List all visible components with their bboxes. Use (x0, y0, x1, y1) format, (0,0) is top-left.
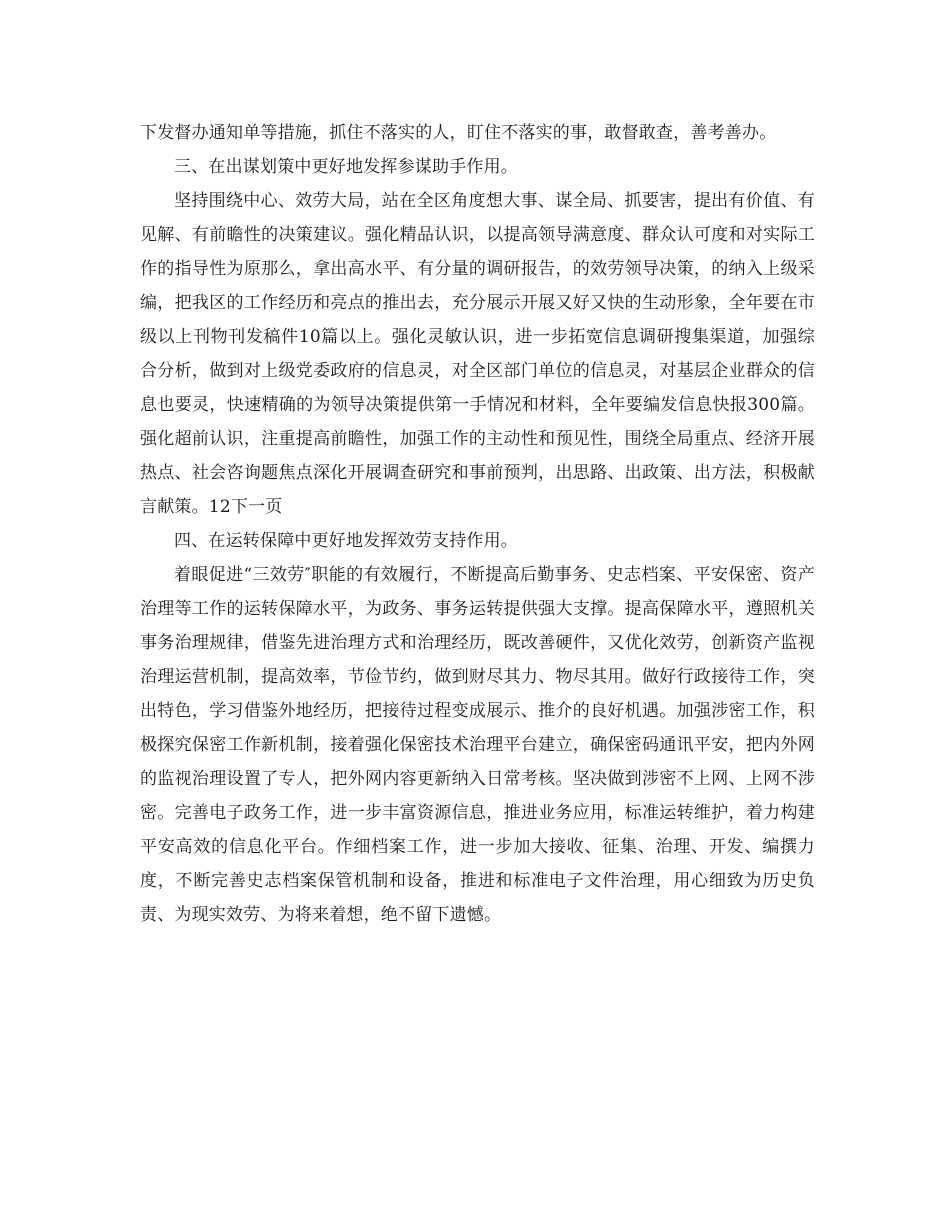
section-heading-3: 三、在出谋划策中更好地发挥参谋助手作用。 (174, 157, 518, 177)
document-body (140, 116, 815, 932)
paragraph-section-4-body: 着眼促进“三效劳″职能的有效履行，不断提高后勤事务、史志档案、平安保密、资产治理等工作的运转保障水平，为政务、事务运转提供强大支撑。提高保障水平，遵照机关事务治理规律，借鉴先进治理方式和治理经历，既改善硬件，又优化效劳，创新资产监视治理运营机制，提高效率，节俭节约，做到财尽其力、物尽其用。做好行政接待工作，突出特色，学习借鉴外地经历，把接待过程变成展示、推介的良好机遇。加强涉密工作，积极探究保密工作新机制，接着强化保密技术治理平台建立，确保密码通讯平安，把内外网的监视治理设置了专人，把外网内容更新纳入日常考核。坚决做到涉密不上网、上网不涉密。完善电子政务工作，进一步丰富资源信息，推进业务应用，标准运转维护，着力构建平安高效的信息化平台。作细档案工作，进一步加大接收、征集、治理、开发、编撰力度，不断完善史志档案保管机制和设备，推进和标准电子文件治理，用心细致为历史负责、为现实效劳、为将来着想，绝不留下遗憾。 (140, 565, 815, 925)
paragraph-continuation: 下发督办通知单等措施，抓住不落实的人，盯住不落实的事，敢督敢查，善考善办。 (140, 123, 777, 143)
paragraph-section-3-body: 坚持围绕中心、效劳大局，站在全区角度想大事、谋全局、抓要害，提出有价值、有见解、有前瞻性的决策建议。强化精品认识，以提高领导满意度、群众认可度和对实际工作的指导性为原那么，拿出高水平、有分量的调研报告，的效劳领导决策，的纳入上级采编，把我区的工作经历和亮点的推出去，充分展示开展又好又快的生动形象，全年要在市级以上刊物刊发稿件10篇以上。强化灵敏认识，进一步拓宽信息调研搜集渠道，加强综合分析，做到对上级党委政府的信息灵，对全区部门单位的信息灵，对基层企业群众的信息也要灵，快速精确的为领导决策提供第一手情况和材料，全年要编发信息快报300篇。强化超前认识，注重提高前瞻性，加强工作的主动性和预见性，围绕全局重点、经济开展热点、社会咨询题焦点深化开展调查研究和事前预判，出思路、出政策、出方法，积极献言献策。12下一页 (140, 191, 815, 517)
section-heading-4: 四、在运转保障中更好地发挥效劳支持作用。 (174, 531, 518, 551)
